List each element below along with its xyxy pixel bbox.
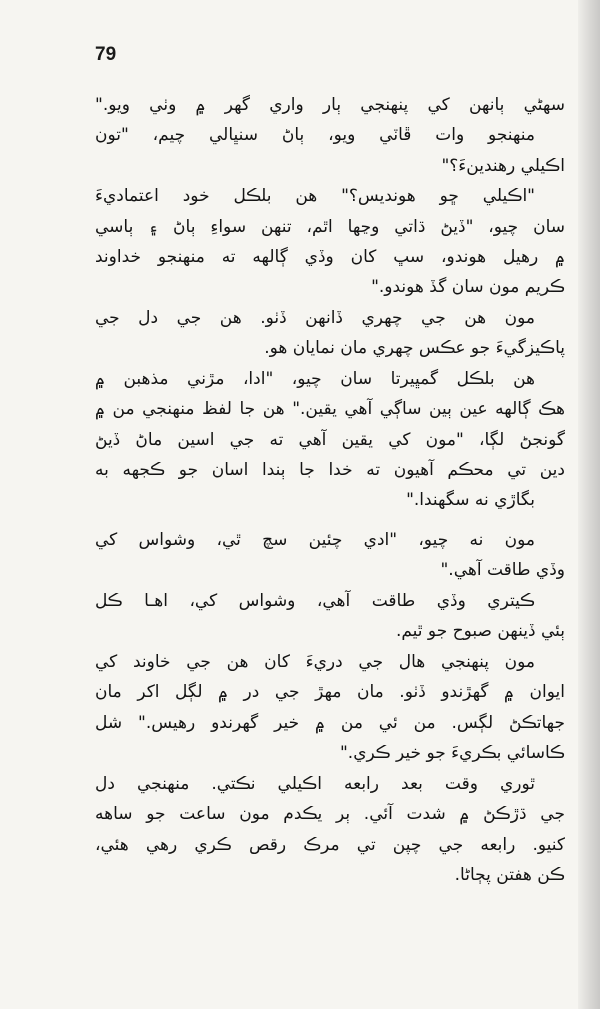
text-line: "اڪيلي ڇو هونديس؟" هن بلڪل خود اعتماديءَ	[95, 186, 535, 206]
text-line: جهاتڪڻ لڳس. من ئي من ۾ خير گهرندو رهيس." شل	[95, 713, 565, 733]
text-line: ٻئي ڏينهن صبوح جو ٿيم.	[395, 621, 565, 641]
text-line: سان چيو، "ڏيڻ ڌاتي وڃها اٿم، تنهن سواءِ ٻاڻ ۽ ٻاسي	[95, 217, 565, 237]
text-line: هڪ ڳالهه عين ٻين ساڳي آهي يقين." هن جا لفظ منهنجي من ۾	[95, 399, 565, 419]
text-line: ڪن هفتن پڄاڻا.	[454, 865, 565, 885]
text-line: ٿوري وقت بعد رابعه اڪيلي نڪتي. منهنجي دل	[95, 774, 535, 794]
text-line: ۾ رهيل هوندو، سڀ کان وڏي ڳالهه ته منهنجو خداوند	[95, 247, 565, 267]
text-line: کنيو. رابعه جي چپن تي مرڪ رقص ڪري رهي هئي،	[95, 835, 565, 855]
text-line: مون هن جي چهري ڏانهن ڏٺو. هن جي دل جي	[95, 308, 535, 328]
text-line: سهڻي ٻانهن کي پنهنجي ٻار واري گهر ۾ وٺي ويو."	[95, 95, 565, 115]
text-line: منهنجو وات ڦاٽي ويو، ٻاڻ سنڀالي چيم، "تون	[95, 125, 535, 145]
text-line: ڪاسائي بڪريءَ جو خير ڪري."	[339, 743, 565, 763]
text-line: مون پنهنجي هال جي دريءَ کان هن جي خاوند کي	[95, 652, 535, 672]
text-line: وڏي طاقت آهي."	[440, 560, 565, 580]
text-line: ايوان ۾ گهڙندو ڏٺو. مان مهڙ جي در ۾ لڳل اکر مان	[95, 682, 565, 702]
text-line: ڪريم مون سان گڏ هوندو."	[371, 277, 565, 297]
page-edge-shadow	[578, 0, 600, 1009]
text-line: جي ڌڙڪڻ ۾ شدت آئي. ٻر يڪدم مون ساعت جو ساهه	[95, 804, 565, 824]
text-line: بگاڙي نه سگهندا."	[406, 490, 535, 510]
text-line: هن بلڪل گمڀيرتا سان چيو، "ادا، مڙني مذهبن ۾	[95, 369, 535, 389]
text-line: پاڪيزگيءَ جو عڪس چهري مان نمايان هو.	[264, 338, 565, 358]
text-line: اڪيلي رهندينءَ؟"	[441, 156, 565, 176]
page-number: 79	[95, 44, 117, 65]
text-line: مون نه چيو، "ادي چئين سچ ٿي، وشواس کي	[95, 530, 535, 550]
text-line: ڪيتري وڏي طاقت آهي، وشواس کي، اهـا ڪل	[95, 591, 535, 611]
text-line: گونجڻ لڳا، "مون کي يقين آهي ته جي اسين ماڻ ڏيڻ	[95, 430, 565, 450]
text-line: دين تي محڪم آهيون ته خدا جا ٻندا اسان جو ڪجهه به	[95, 460, 565, 480]
